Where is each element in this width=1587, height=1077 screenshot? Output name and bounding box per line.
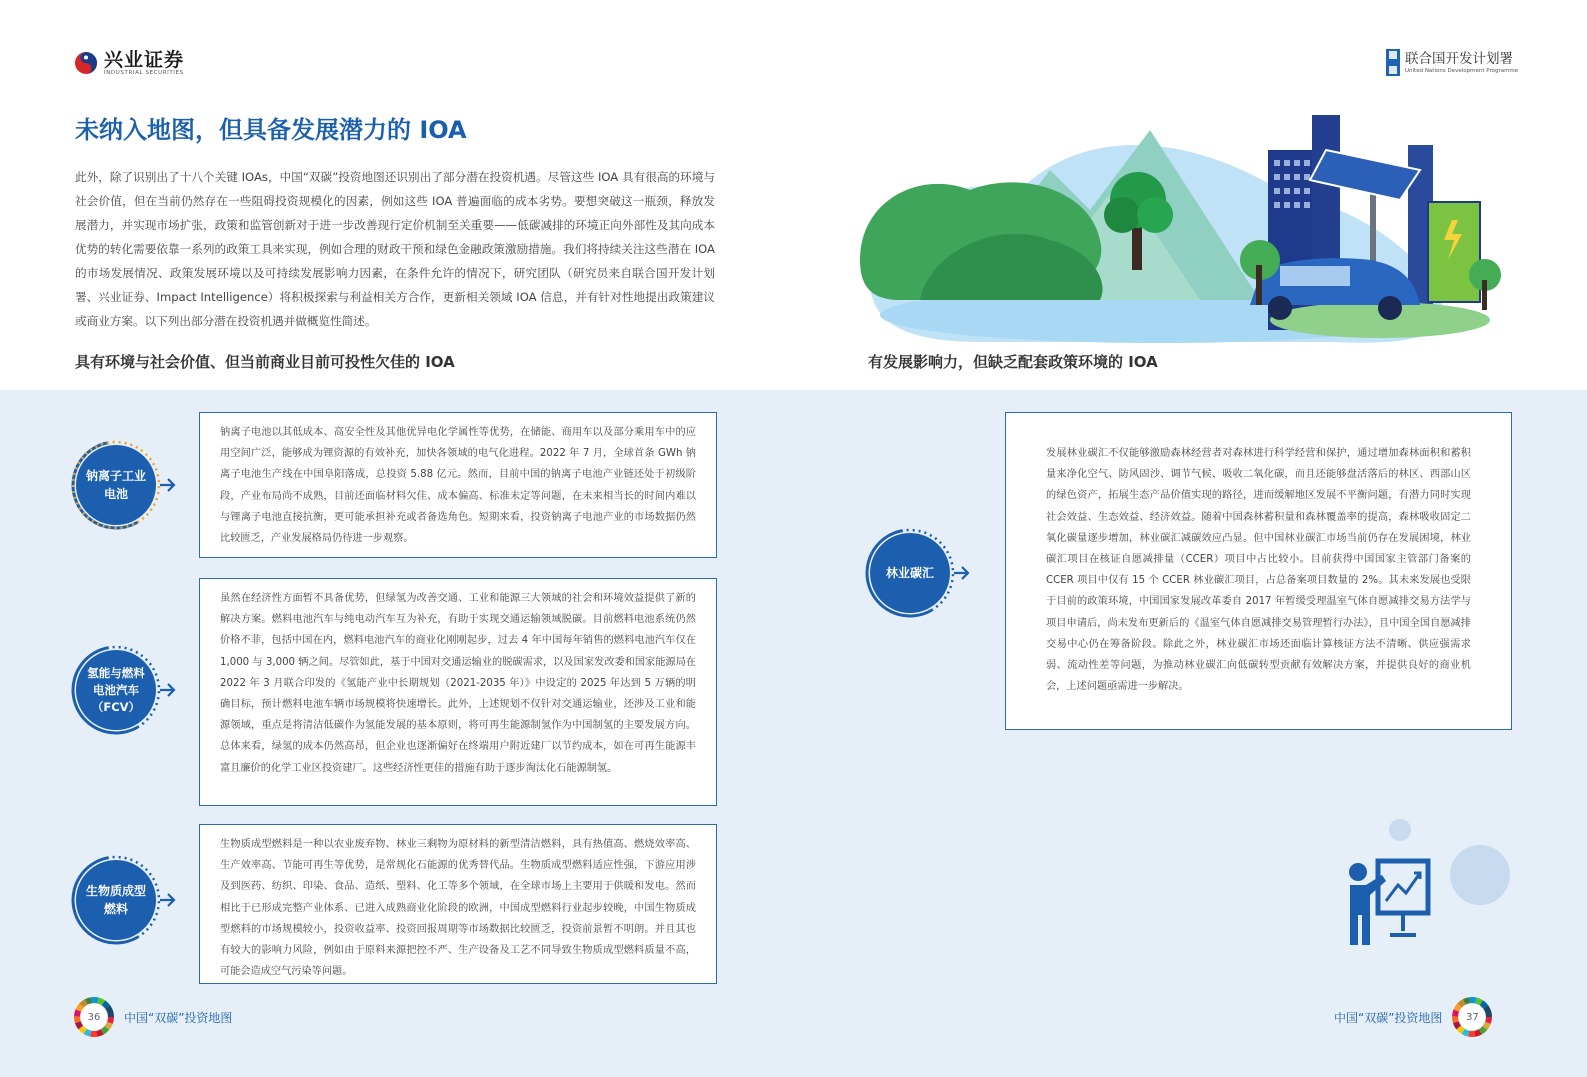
logo-left-en: INDUSTRIAL SECURITIES [104, 70, 184, 76]
card-text: 虽然在经济性方面暂不具备优势，但绿氢为改善交通、工业和能源三大领域的社会和环境效益提供了新的解决方案。燃料电池汽车与纯电动汽车互为补充，有助于实现交通运输领域脱碳。目前燃料电池系统仍然价格不菲，包括中国在内，燃料电池汽车的商业化刚刚起步，过去 4 年中国每年销售的燃料电池汽车仅在 1,000 与 3,000 辆之间。尽管如此，基于中国对交通运输业的脱碳需求，以及国家发改委和国家能源局在 2022 年 3 月联合印发的《氢能产业中长期规划（2021-2035 年）》中设定的 2025 年达到 5 万辆的明确目标，预计燃料电池车辆市场规模将快速增长。此外，上述规划不仅针对交通运输业，还涉及工业和能源领域，重点是将清洁低碳作为氢能发展的基本原则，将可再生能源制氢作为中国制氢的主要发展方向。总体来看，绿氢的成本仍然高昂，但企业也逐渐偏好在终端用户附近建厂以节约成本，如在可再生能源丰富且廉价的化学工业区投资建厂。这些经济性更佳的措施有助于逐步淘汰化石能源制氢。 [220, 593, 696, 774]
badge-sodium-battery [70, 435, 180, 535]
logo-right-en: United Nations Development Programme [1405, 68, 1519, 74]
arrow-right-icon [952, 563, 972, 583]
sdg-wheel-icon [74, 997, 114, 1037]
card-text: 钠离子电池以其低成本、高安全性及其他优异电化学属性等优势，在储能、商用车以及部分乘用车中的应用空间广泛，能够成为锂资源的有效补充，加快各领域的电气化进程。2022 年 7 月，全球首条 GWh 钠离子电池生产线在中国阜阳落成，总投资 5.88 亿元。然而，目前中国的钠离子电池产业链还处于初级阶段，产业布局尚不成熟，目前还面临材料欠佳、成本偏高、标准未定等问题，在未来相当长的时间内难以与锂离子电池直接抗衡，更可能承担补充或者备选角色。短期来看，投资钠离子电池产业的市场数据仍然比较匮乏，产业发展格局仍待进一步观察。 [220, 427, 696, 545]
card-hydrogen-fcv [199, 578, 717, 806]
footer-right [1334, 997, 1492, 1037]
card-sodium-battery [199, 412, 717, 558]
subheading-left: 具有环境与社会价值、但当前商业目前可投性欠佳的 IOA [75, 353, 455, 371]
card-text: 生物质成型燃料是一种以农业废弃物、林业三剩物为原材料的新型清洁燃料，具有热值高、燃烧效率高、生产效率高、节能可再生等优势，是常规化石能源的优秀替代品。生物质成型燃料适应性强，下游应用涉及到医药、纺织、印染、食品、造纸、塑料、化工等多个领域，在全球市场上主要用于供暖和发电。然而相比于已形成完整产业体系、已进入成熟商业化阶段的欧洲，中国成型燃料行业起步较晚，中国生物质成型燃料的市场规模较小，投资收益率、投资回报周期等市场数据比较匮乏，投资前景暂不明朗。并且其也有较大的影响力风险，例如由于原料来源把控不严、生产设备及工艺不同导致生物质成型燃料质量不高，可能会造成空气污染等问题。 [220, 839, 696, 978]
logo-left-cn: 兴业证券 [104, 49, 185, 71]
undp-logo-icon [1386, 49, 1400, 76]
card-text: 发展林业碳汇不仅能够激励森林经营者对森林进行科学经营和保护，通过增加森林面积和蓄积量来净化空气、防风固沙、调节气候、吸收二氧化碳，而且还能够盘活落后的林区、西部山区的绿色资产，拓展生态产品价值实现的路径，进而缓解地区发展不平衡问题，有潜力同时实现社会效益、生态效益、经济效益。随着中国森林蓄积量和森林覆盖率的提高，森林吸收固定二氧化碳量逐步增加，林业碳汇减碳效应凸显。但中国林业碳汇市场当前仍存在发展困境，林业碳汇项目在核证自愿减排量（CCER）项目中占比较小。目前获得中国国家主管部门备案的 CCER 项目中仅有 15 个 CCER 林业碳汇项目，占总备案项目数量的 2%。其未来发展也受限于目前的政策环境，中国国家发展改革委自 2017 年暂缓受理温室气体自愿减排交易方法学与项目申请后，尚未发布更新后的《温室气体自愿减排交易管理暂行办法》，且中国全国自愿减排交易中心仍在筹备阶段。除此之外，林业碳汇市场还面临计算核证方法不清晰、供应强需求弱、流动性差等问题，为推动林业碳汇向低碳转型贡献有效解决方案，并提供良好的商业机会，上述问题亟需进一步解决。 [1046, 448, 1471, 693]
logo-right-cn: 联合国开发计划署 [1405, 51, 1513, 67]
green-city-illustration [860, 110, 1520, 350]
badge-hydrogen-fcv [70, 640, 180, 740]
badge-label: 林业碳汇 [870, 533, 950, 613]
undp-logo [1386, 49, 1518, 76]
footer-left [74, 997, 232, 1037]
footer-right-text: 中国“双碳”投资地图 [1334, 1010, 1443, 1025]
industrial-securities-logo [74, 50, 184, 76]
arrow-right-icon [158, 680, 178, 700]
presentation-chart-icon [1340, 815, 1520, 955]
card-biomass-fuel [199, 824, 717, 984]
intro-paragraph: 此外，除了识别出了十八个关键 IOAs，中国“双碳”投资地图还识别出了部分潜在投资机遇。尽管这些 IOA 具有很高的环境与社会价值，但在当前仍然存在一些阻碍投资规模化的因素，例如这些 IOA 普遍面临的成本劣势。要想突破这一瓶颈，释放发展潜力，并实现市场扩张，政策和监管创新对于进一步改善现行定价机制至关重要——低碳减排的环境正向外部性及其向成本优势的转化需要依靠一系列的政策工具来实现，例如合理的财政干预和绿色金融政策激励措施。我们将持续关注这些潜在 IOA 的市场发展情况、政策发展环境以及可持续发展影响力因素，在条件允许的情况下，研究团队（研究员来自联合国开发计划署、兴业证券、Impact Intelligence）将积极探索与利益相关方合作，更新相关领域 IOA 信息，并有针对性地提出政策建议或商业方案。以下列出部分潜在投资机遇并做概览性简述。 [75, 170, 715, 328]
industrial-securities-logo-icon [74, 51, 98, 75]
sdg-wheel-icon [1452, 997, 1492, 1037]
card-forestry-carbon-sink [1005, 412, 1512, 730]
page-number-right: 37 [1466, 1011, 1479, 1023]
badge-label: 生物质成型 燃料 [76, 860, 156, 940]
arrow-right-icon [158, 475, 178, 495]
badge-biomass-fuel [70, 850, 180, 950]
subheading-right: 有发展影响力，但缺乏配套政策环境的 IOA [868, 353, 1158, 371]
badge-label: 氢能与燃料 电池汽车 （FCV） [76, 650, 156, 730]
page-title: 未纳入地图，但具备发展潜力的 IOA [75, 116, 467, 144]
footer-left-text: 中国“双碳”投资地图 [124, 1010, 233, 1025]
badge-forestry-carbon-sink [864, 523, 974, 623]
arrow-right-icon [158, 890, 178, 910]
badge-label: 钠离子工业 电池 [76, 445, 156, 525]
page-number-left: 36 [87, 1011, 101, 1023]
